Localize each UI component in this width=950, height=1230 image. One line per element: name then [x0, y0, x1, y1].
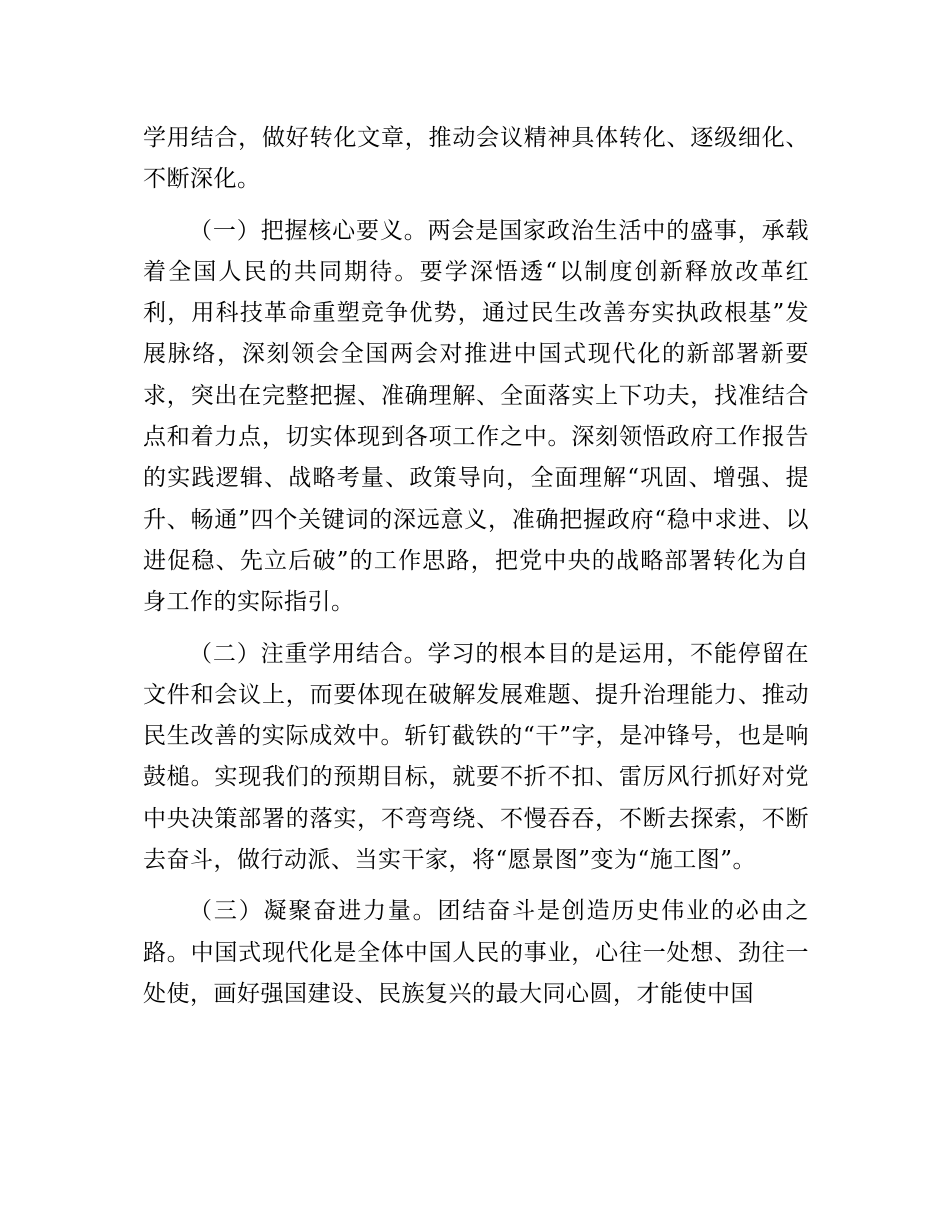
paragraph-section-2: （二）注重学用结合。学习的根本目的是运用，不能停留在文件和会议上，而要体现在破解发展难题、提升治理能力、推动民生改善的实际成效中。斩钉截铁的“干”字，是冲锋号，也是响鼓槌。实现我们的预期目标，就要不折不扣、雷厉风行抓好对党中央决策部署的落实，不弯弯绕、不慢吞吞，不断去探索，不断去奋斗，做行动派、当实干家，将“愿景图”变为“施工图”。 [143, 640, 809, 874]
paragraph-section-3: （三）凝聚奋进力量。团结奋斗是创造历史伟业的必由之路。中国式现代化是全体中国人民的事业，心往一处想、劲往一处使，画好强国建设、民族复兴的最大同心圆，才能使中国 [143, 898, 809, 1007]
document-page [143, 118, 809, 1025]
paragraph-section-1: （一）把握核心要义。两会是国家政治生活中的盛事，承载着全国人民的共同期待。要学深悟透“以制度创新释放改革红利，用科技革命重塑竞争优势，通过民生改善夯实执政根基”发展脉络，深刻领会全国两会对推进中国式现代化的新部署新要求，突出在完整把握、准确理解、全面落实上下功夫，找准结合点和着力点，切实体现到各项工作之中。深刻领悟政府工作报告的实践逻辑、战略考量、政策导向，全面理解“巩固、增强、提升、畅通”四个关键词的深远意义，准确把握政府“稳中求进、以进促稳、先立后破”的工作思路，把党中央的战略部署转化为自身工作的实际指引。 [143, 217, 809, 616]
paragraph-continuation: 学用结合，做好转化文章，推动会议精神具体转化、逐级细化、不断深化。 [143, 125, 809, 193]
